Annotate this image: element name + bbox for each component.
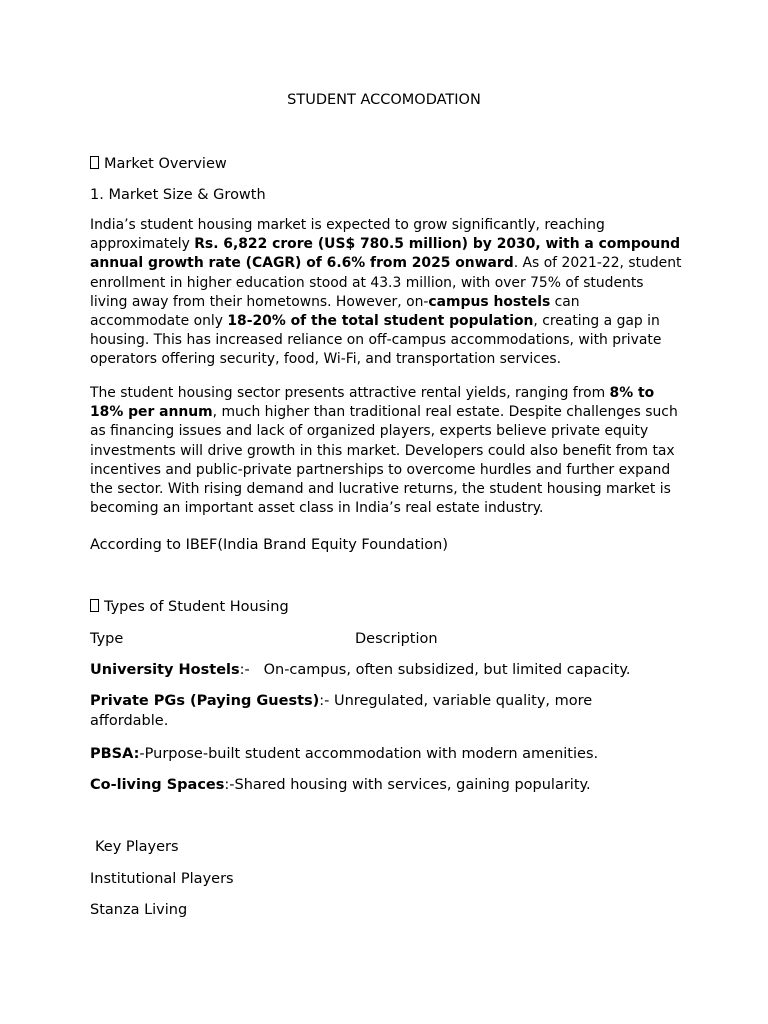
p1-text-4: , creating a gap in housing. This has increased reliance on off-campus accommodations, with private operators offering security, food, Wi-Fi, and transportation services. <box>90 313 662 368</box>
description-column-header: Description <box>355 631 438 647</box>
p1-text-1: India’s student housing market is expected to grow significantly, reaching approximately <box>90 217 605 253</box>
p2-text-2: , much higher than traditional real estate. Despite challenges such as financing issues and lack of organized players, experts believe private equity investments will drive growth in this market. Developers could also benefit from tax incentives and public-private partnerships to overcome hurdles and further expand the sector. With rising demand and lucrative returns, the student housing market is becoming an important asset class in India’s real estate industry. <box>90 404 678 517</box>
p2-text-1: The student housing sector presents attractive rental yields, ranging from <box>90 385 610 401</box>
missing-glyph-icon <box>90 599 99 612</box>
key-players-category: Institutional Players <box>90 871 234 887</box>
market-paragraph-2 <box>90 384 682 518</box>
housing-type-separator: - <box>139 746 145 762</box>
housing-type-item <box>90 775 591 795</box>
p1-bold-3: 18-20% of the total student population <box>227 313 534 330</box>
market-paragraph-1 <box>90 216 682 370</box>
housing-type-name: PBSA: <box>90 746 140 762</box>
missing-glyph-icon <box>90 156 99 169</box>
housing-type-name: Private PGs (Paying Guests) <box>90 693 320 709</box>
types-heading-text: Types of Student Housing <box>104 599 289 615</box>
p1-text-3: can accommodate only <box>90 293 580 330</box>
p1-bold-2: campus hostels <box>428 293 551 310</box>
housing-type-item <box>90 660 631 680</box>
housing-type-item <box>90 691 650 731</box>
market-size-subheading: 1. Market Size & Growth <box>90 187 266 203</box>
housing-type-description: On-campus, often subsidized, but limited capacity. <box>263 662 631 678</box>
p1-text-2: . As of 2021-22, student enrollment in higher education stood at 43.3 million, with over 75% of students living away from their hometowns. However, on- <box>90 255 682 310</box>
p1-bold-1: Rs. 6,822 crore (US$ 780.5 million) by 2030, with a compound annual growth rate (CAGR) of 6.6% from 2025 onward <box>90 236 681 272</box>
housing-type-separator: :- <box>239 662 264 678</box>
key-players-heading: Key Players <box>95 839 179 855</box>
source-note: According to IBEF(India Brand Equity Foundation) <box>90 537 449 553</box>
housing-type-name: Co-living Spaces <box>90 777 225 793</box>
housing-type-name: University Hostels <box>90 662 240 678</box>
type-column-header: Type <box>90 631 124 647</box>
types-table-header <box>90 629 690 649</box>
housing-type-separator: :- <box>319 693 334 709</box>
housing-type-item <box>90 744 598 764</box>
page-title: STUDENT ACCOMODATION <box>287 92 481 108</box>
market-overview-heading <box>90 154 227 174</box>
key-player-item: Stanza Living <box>90 902 188 918</box>
market-overview-heading-text: Market Overview <box>104 156 227 172</box>
housing-type-separator: :- <box>224 777 235 793</box>
housing-type-description: Unregulated, variable quality, more affordable. <box>90 693 593 729</box>
housing-type-description: Purpose-built student accommodation with modern amenities. <box>144 746 599 762</box>
p2-bold-1: 8% to 18% per annum <box>90 385 655 421</box>
housing-type-description: Shared housing with services, gaining popularity. <box>234 777 591 793</box>
types-heading <box>90 597 289 617</box>
